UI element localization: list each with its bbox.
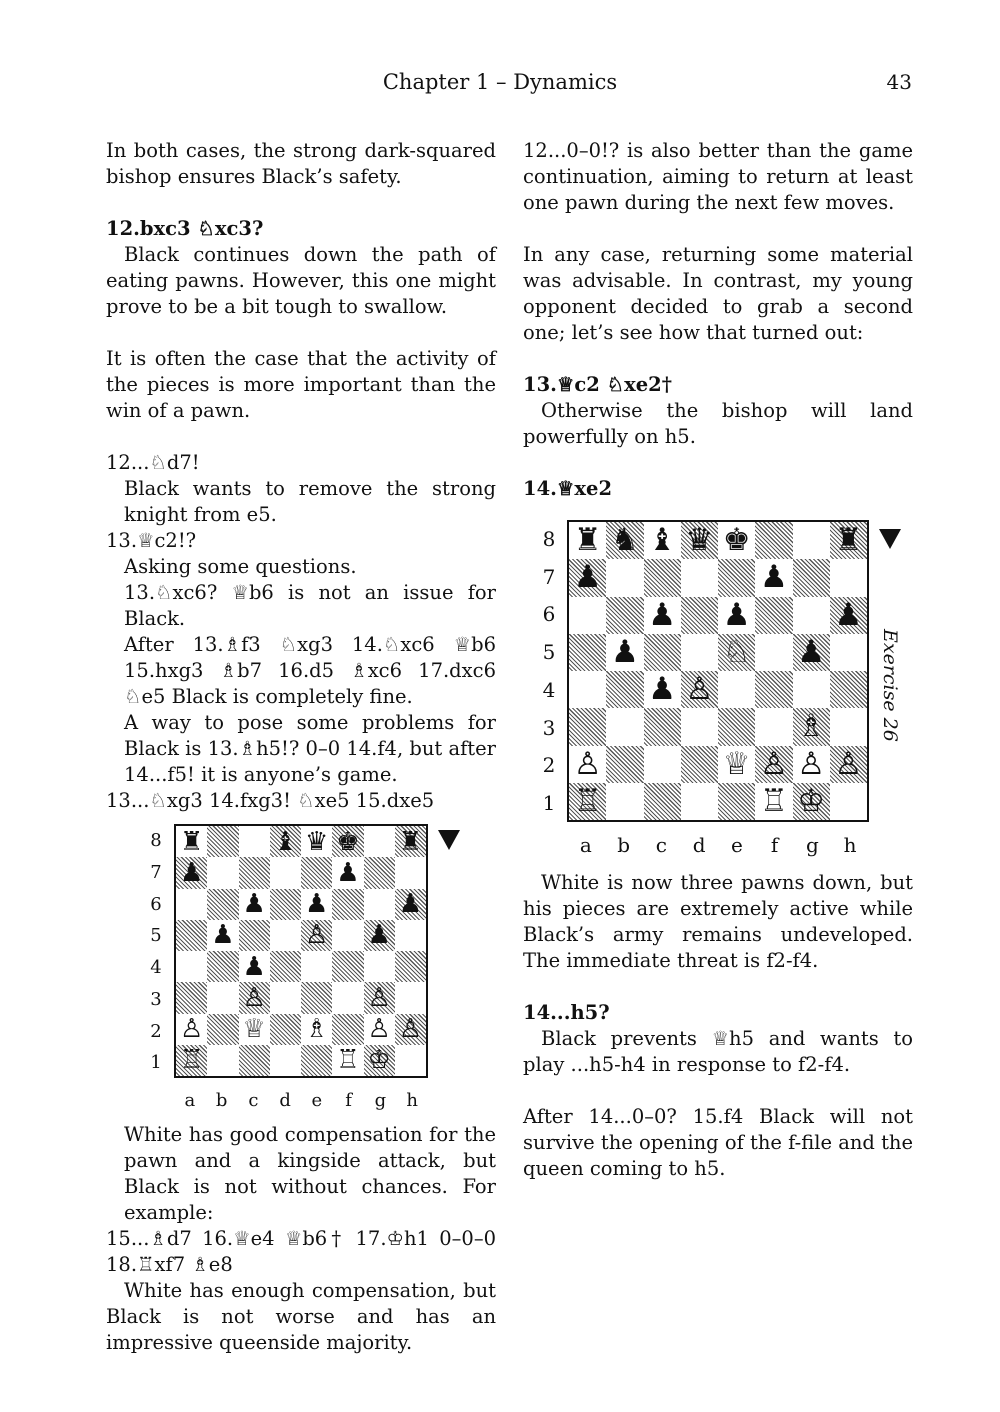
variation-comment: 13.♘xc6? ♕b6 is not an issue for Black.: [124, 581, 496, 630]
board-square-g4: [793, 671, 830, 708]
board-square-f7: [755, 559, 792, 596]
rank-label: 7: [150, 861, 162, 883]
board-square-g1: [364, 1045, 395, 1076]
board-square-c8: [239, 826, 270, 857]
board-square-a6: [569, 597, 606, 634]
black-rook-icon: ♜: [179, 826, 204, 857]
board-square-b4: [207, 951, 238, 982]
black-rook-icon: ♜: [834, 522, 863, 559]
board-square-e2: [301, 1014, 332, 1045]
board-square-f3: [332, 982, 363, 1013]
board-square-a2: [176, 1014, 207, 1045]
board-square-e5: [301, 920, 332, 951]
board-square-a2: [569, 746, 606, 783]
board-square-e6: [301, 889, 332, 920]
board-square-d6: [681, 597, 718, 634]
board-square-h4: [830, 671, 867, 708]
black-pawn-icon: ♟: [610, 633, 639, 670]
board-square-e4: [718, 671, 755, 708]
board-square-a5: [569, 634, 606, 671]
board-square-h2: [830, 746, 867, 783]
board-square-h6: [830, 597, 867, 634]
rank-label: 5: [150, 925, 162, 947]
variation-line: 13...♘xg3 14.fxg3! ♘xe5 15.dxe5: [106, 789, 435, 812]
board-square-h6: [395, 889, 426, 920]
board-square-c4: [644, 671, 681, 708]
board-square-c4: [239, 951, 270, 982]
board-square-e3: [718, 708, 755, 745]
move-heading: 12.bxc3 ♘xc3?: [106, 217, 264, 240]
rank-label: 6: [150, 893, 162, 915]
board-square-a5: [176, 920, 207, 951]
board-square-h3: [395, 982, 426, 1013]
move-line: 15...♗d7 16.♕e4 ♕b6† 17.♔h1 0–0–0 18.♖xf7 ♗e8: [106, 1227, 496, 1276]
right-column: [523, 138, 913, 1182]
variation-comment: Asking some questions.: [124, 555, 357, 578]
board-square-c2: [644, 746, 681, 783]
black-pawn-icon: ♟: [336, 857, 360, 888]
exercise-label: Exercise 26: [879, 629, 901, 743]
board-square-a3: [569, 708, 606, 745]
rank-label: 1: [150, 1052, 162, 1074]
rank-label: 2: [150, 1020, 162, 1042]
board-square-h7: [395, 857, 426, 888]
board-square-c7: [239, 857, 270, 888]
rank-label: 7: [542, 564, 556, 589]
black-pawn-icon: ♟: [179, 857, 204, 888]
board-square-h5: [395, 920, 426, 951]
chess-diagram: [106, 824, 496, 1122]
board-square-d8: [681, 522, 718, 559]
move-heading: 14...h5?: [523, 1001, 610, 1024]
board-square-b2: [606, 746, 643, 783]
board-square-e5: [718, 634, 755, 671]
board-square-f7: [332, 857, 363, 888]
board-square-c2: [239, 1014, 270, 1045]
white-queen-icon: ♕: [242, 1014, 266, 1045]
board-square-h8: [395, 826, 426, 857]
rank-label: 5: [542, 640, 556, 665]
board-square-g6: [364, 889, 395, 920]
paragraph: It is often the case that the activity of the pieces is more important than the win of a pawn.: [106, 347, 496, 422]
board-square-e1: [301, 1045, 332, 1076]
page-number: 43: [886, 70, 912, 94]
board-square-g7: [793, 559, 830, 596]
board-square-d3: [681, 708, 718, 745]
paragraph: Black continues down the path of eating pawns. However, this one might prove to be a bit tough to swallow.: [106, 243, 496, 318]
variation-line: 13.♕c2!?: [106, 529, 197, 552]
board-square-g4: [364, 951, 395, 982]
board-square-f5: [332, 920, 363, 951]
board-square-e3: [301, 982, 332, 1013]
board-square-d5: [681, 634, 718, 671]
board-square-a8: [569, 522, 606, 559]
board-square-g7: [364, 857, 395, 888]
board-square-e4: [301, 951, 332, 982]
board-square-d2: [681, 746, 718, 783]
file-label: d: [692, 833, 706, 857]
rank-label: 2: [542, 753, 556, 778]
rank-label: 6: [542, 602, 556, 627]
board-square-h5: [830, 634, 867, 671]
file-label: g: [374, 1090, 387, 1111]
board-square-e2: [718, 746, 755, 783]
board-square-c1: [239, 1045, 270, 1076]
white-rook-icon: ♖: [336, 1045, 360, 1076]
paragraph: After 14...0–0? 15.f4 Black will not survive the opening of the f-file and the queen coming to h5.: [523, 1105, 914, 1180]
board-square-a6: [176, 889, 207, 920]
black-pawn-icon: ♟: [304, 889, 329, 920]
paragraph: Otherwise the bishop will land powerfully on h5.: [523, 399, 913, 448]
chess-diagram-exercise: [523, 520, 913, 870]
black-pawn-icon: ♟: [242, 889, 266, 920]
board-square-h8: [830, 522, 867, 559]
board-square-g3: [364, 982, 395, 1013]
white-pawn-icon: ♙: [367, 982, 391, 1013]
file-label: a: [579, 833, 592, 857]
board-square-c5: [644, 634, 681, 671]
board-square-g3: [793, 708, 830, 745]
board-square-f4: [332, 951, 363, 982]
board-square-d3: [270, 982, 301, 1013]
black-to-move-icon: [879, 529, 901, 549]
black-knight-icon: ♞: [610, 522, 639, 559]
board-square-e8: [718, 522, 755, 559]
board-square-d8: [270, 826, 301, 857]
board-square-g2: [793, 746, 830, 783]
board-square-e1: [718, 783, 755, 820]
board-square-f4: [755, 671, 792, 708]
paragraph: Black prevents ♕h5 and wants to play ...h5-h4 in response to f2-f4.: [523, 1027, 913, 1076]
board-square-b1: [606, 783, 643, 820]
white-pawn-icon: ♙: [834, 745, 863, 782]
chessboard: [567, 520, 869, 822]
board-square-f2: [755, 746, 792, 783]
board-square-c3: [644, 708, 681, 745]
paragraph: White has good compensation for the pawn and a kingside attack, but Black is not without chances. For example:: [124, 1123, 496, 1224]
board-square-g5: [793, 634, 830, 671]
board-square-d2: [270, 1014, 301, 1045]
black-rook-icon: ♜: [398, 826, 423, 857]
black-rook-icon: ♜: [573, 522, 602, 559]
board-square-h1: [830, 783, 867, 820]
file-label: d: [279, 1090, 291, 1111]
chessboard: [174, 824, 428, 1078]
white-pawn-icon: ♙: [367, 1014, 391, 1045]
white-pawn-icon: ♙: [179, 1014, 204, 1045]
board-square-e7: [301, 857, 332, 888]
white-rook-icon: ♖: [179, 1045, 204, 1076]
board-square-f1: [332, 1045, 363, 1076]
file-label: h: [406, 1090, 418, 1111]
board-square-c1: [644, 783, 681, 820]
black-queen-icon: ♛: [304, 826, 329, 857]
board-square-g1: [793, 783, 830, 820]
board-square-b7: [606, 559, 643, 596]
black-pawn-icon: ♟: [367, 920, 391, 951]
black-pawn-icon: ♟: [242, 951, 266, 982]
board-square-a3: [176, 982, 207, 1013]
rank-label: 8: [542, 526, 556, 551]
white-king-icon: ♔: [367, 1045, 391, 1076]
board-square-c7: [644, 559, 681, 596]
black-queen-icon: ♛: [685, 522, 714, 559]
board-square-f5: [755, 634, 792, 671]
file-label: b: [617, 833, 631, 857]
black-king-icon: ♚: [336, 826, 360, 857]
board-square-c3: [239, 982, 270, 1013]
board-square-e6: [718, 597, 755, 634]
board-square-d1: [270, 1045, 301, 1076]
white-king-icon: ♔: [797, 782, 826, 819]
file-label: g: [805, 833, 819, 857]
variation-comment: After 13.♗f3 ♘xg3 14.♘xc6 ♕b6 15.hxg3 ♗b7 16.d5 ♗xc6 17.dxc6 ♘e5 Black is completely fine.: [124, 633, 496, 708]
paragraph: In both cases, the strong dark-squared bishop ensures Black’s safety.: [106, 139, 496, 188]
black-pawn-icon: ♟: [797, 633, 826, 670]
board-square-b2: [207, 1014, 238, 1045]
board-square-c5: [239, 920, 270, 951]
board-square-a4: [176, 951, 207, 982]
board-square-f6: [332, 889, 363, 920]
board-square-a7: [176, 857, 207, 888]
black-pawn-icon: ♟: [398, 889, 423, 920]
rank-label: 4: [150, 957, 162, 979]
board-square-f2: [332, 1014, 363, 1045]
board-square-b8: [207, 826, 238, 857]
black-pawn-icon: ♟: [648, 671, 677, 708]
paragraph: In any case, returning some material was advisable. In contrast, my young opponent decided to grab a second one; let’s see how that turned out:: [523, 243, 913, 344]
board-square-h4: [395, 951, 426, 982]
board-square-g2: [364, 1014, 395, 1045]
black-pawn-icon: ♟: [211, 920, 235, 951]
rank-label: 3: [150, 988, 162, 1010]
board-square-a4: [569, 671, 606, 708]
white-queen-icon: ♕: [722, 745, 751, 782]
white-bishop-icon: ♗: [797, 708, 826, 745]
board-square-b5: [207, 920, 238, 951]
black-king-icon: ♚: [722, 522, 751, 559]
black-bishop-icon: ♝: [273, 826, 298, 857]
left-column: [106, 138, 496, 1356]
black-pawn-icon: ♟: [648, 596, 677, 633]
white-pawn-icon: ♙: [759, 745, 788, 782]
board-square-e8: [301, 826, 332, 857]
rank-label: 8: [150, 830, 162, 852]
move-heading: 14.♕xe2: [523, 477, 613, 500]
file-label: f: [770, 833, 779, 857]
board-square-b8: [606, 522, 643, 559]
board-square-d4: [270, 951, 301, 982]
file-label: a: [184, 1090, 196, 1111]
file-label: b: [215, 1090, 228, 1111]
board-square-b5: [606, 634, 643, 671]
board-square-h7: [830, 559, 867, 596]
black-pawn-icon: ♟: [573, 559, 602, 596]
move-heading: 13.♕c2 ♘xe2†: [523, 373, 672, 396]
white-pawn-icon: ♙: [573, 745, 602, 782]
board-square-d4: [681, 671, 718, 708]
board-square-e7: [718, 559, 755, 596]
board-square-a1: [569, 783, 606, 820]
board-square-d7: [681, 559, 718, 596]
chapter-title: Chapter 1 – Dynamics: [382, 70, 618, 94]
white-pawn-icon: ♙: [242, 982, 266, 1013]
rank-label: 4: [542, 677, 556, 702]
paragraph: White is now three pawns down, but his pieces are extremely active while Black’s army remains undeveloped. The immediate threat is f2-f4.: [523, 871, 913, 972]
file-label: h: [843, 833, 857, 857]
board-square-f8: [755, 522, 792, 559]
board-square-d7: [270, 857, 301, 888]
board-square-d6: [270, 889, 301, 920]
board-square-b3: [207, 982, 238, 1013]
board-square-h2: [395, 1014, 426, 1045]
board-square-a8: [176, 826, 207, 857]
file-label: c: [248, 1090, 259, 1111]
board-square-b1: [207, 1045, 238, 1076]
white-knight-icon: ♘: [722, 633, 751, 670]
board-square-d5: [270, 920, 301, 951]
rank-label: 3: [542, 715, 556, 740]
variation-comment: Black wants to remove the strong knight from e5.: [124, 477, 496, 526]
board-square-g5: [364, 920, 395, 951]
black-bishop-icon: ♝: [648, 522, 677, 559]
board-square-g8: [793, 522, 830, 559]
file-label: e: [730, 833, 743, 857]
board-square-h3: [830, 708, 867, 745]
board-square-f8: [332, 826, 363, 857]
variation-comment: A way to pose some problems for Black is 13.♗h5!? 0–0 14.f4, but after 14...f5! it is anyone’s game.: [124, 711, 496, 786]
board-square-g8: [364, 826, 395, 857]
black-pawn-icon: ♟: [834, 596, 863, 633]
black-to-move-icon: [438, 830, 460, 850]
board-square-h1: [395, 1045, 426, 1076]
paragraph: White has enough compensation, but Black is not worse and has an impressive queenside majority.: [106, 1279, 496, 1354]
file-label: c: [655, 833, 667, 857]
board-square-f6: [755, 597, 792, 634]
board-square-c6: [239, 889, 270, 920]
white-pawn-icon: ♙: [797, 745, 826, 782]
rank-label: 1: [542, 791, 556, 816]
black-pawn-icon: ♟: [722, 596, 751, 633]
board-square-b6: [207, 889, 238, 920]
white-pawn-icon: ♙: [685, 671, 714, 708]
board-square-b3: [606, 708, 643, 745]
board-square-b6: [606, 597, 643, 634]
board-square-f3: [755, 708, 792, 745]
white-rook-icon: ♖: [759, 782, 788, 819]
white-pawn-icon: ♙: [304, 920, 329, 951]
white-bishop-icon: ♗: [304, 1014, 329, 1045]
board-square-b7: [207, 857, 238, 888]
variation-line: 12...♘d7!: [106, 451, 200, 474]
file-label: e: [311, 1090, 323, 1111]
board-square-a7: [569, 559, 606, 596]
board-square-c6: [644, 597, 681, 634]
white-pawn-icon: ♙: [398, 1014, 423, 1045]
board-square-f1: [755, 783, 792, 820]
board-square-c8: [644, 522, 681, 559]
board-square-g6: [793, 597, 830, 634]
board-square-a1: [176, 1045, 207, 1076]
board-square-b4: [606, 671, 643, 708]
white-rook-icon: ♖: [573, 782, 602, 819]
file-label: f: [345, 1090, 352, 1111]
board-square-d1: [681, 783, 718, 820]
black-pawn-icon: ♟: [759, 559, 788, 596]
paragraph: 12...0–0!? is also better than the game continuation, aiming to return at least one pawn during the next few moves.: [523, 139, 913, 214]
